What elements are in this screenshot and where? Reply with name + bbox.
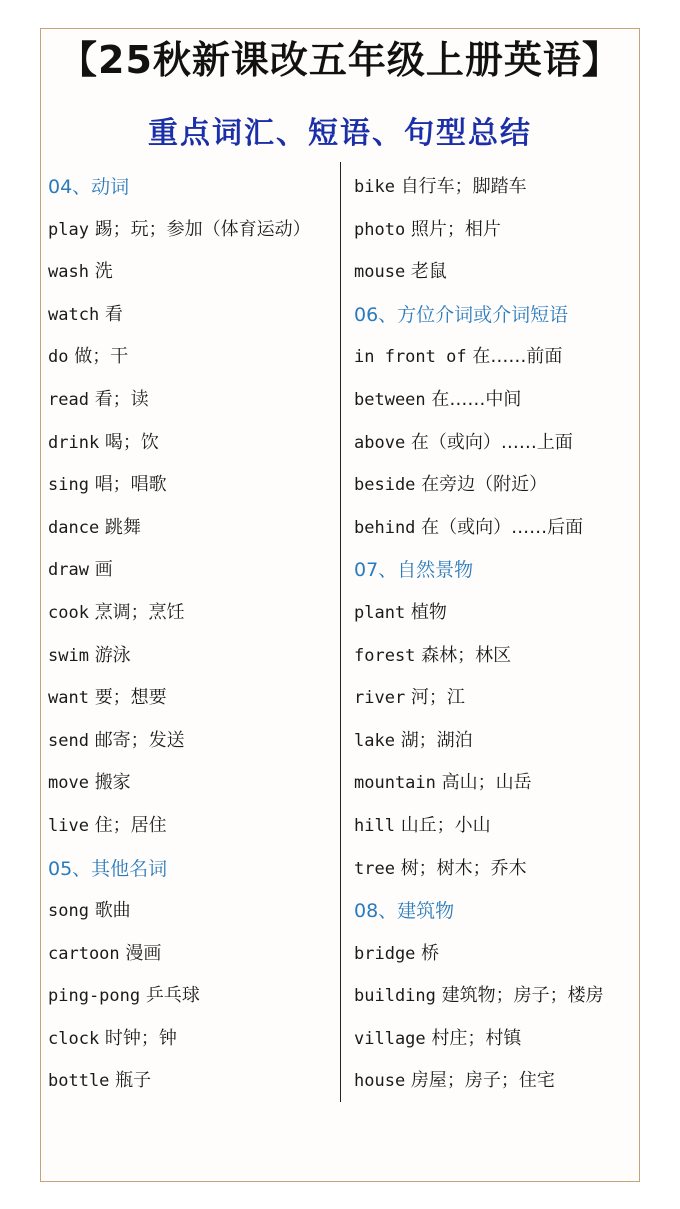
section-heading-text: 07、自然景物	[354, 559, 474, 582]
vocab-word: draw	[48, 560, 89, 581]
vocab-meaning: 桥	[421, 942, 440, 964]
vocab-entry	[48, 294, 338, 337]
vocab-word: dance	[48, 517, 100, 538]
vocab-word: play	[48, 219, 89, 240]
vocab-word: live	[48, 815, 89, 836]
vocab-entry	[48, 762, 338, 805]
vocab-entry	[48, 251, 338, 294]
vocab-meaning: 画	[94, 559, 113, 581]
vocab-entry	[48, 975, 338, 1018]
vocab-entry	[354, 1060, 638, 1103]
vocab-entry	[354, 975, 638, 1018]
vocab-entry	[48, 1060, 338, 1103]
vocab-word: bottle	[48, 1071, 110, 1092]
vocab-word: building	[354, 986, 436, 1007]
vocab-entry	[354, 592, 638, 635]
vocab-meaning: 喝；饮	[104, 431, 159, 453]
vocab-meaning: 湖；湖泊	[400, 729, 473, 751]
vocab-entry	[48, 379, 338, 422]
vocab-meaning: 看	[104, 303, 123, 325]
vocab-entry	[354, 762, 638, 805]
vocab-word: sing	[48, 475, 89, 496]
vocab-word: mouse	[354, 262, 406, 283]
vocab-meaning: 老鼠	[410, 261, 447, 283]
vocab-word: plant	[354, 602, 406, 623]
section-heading	[48, 166, 338, 209]
vocab-meaning: 乒乓球	[145, 985, 200, 1007]
vocab-entry	[48, 720, 338, 763]
vocab-word: drink	[48, 432, 100, 453]
vocab-meaning: 瓶子	[115, 1070, 152, 1092]
vocab-word: bridge	[354, 943, 416, 964]
vocab-entry	[354, 336, 638, 379]
section-heading	[354, 890, 638, 933]
vocab-word: house	[354, 1071, 406, 1092]
vocab-word: want	[48, 688, 89, 709]
vocab-word: hill	[354, 815, 395, 836]
vocab-entry	[354, 209, 638, 252]
vocab-entry	[354, 379, 638, 422]
vocab-word: river	[354, 688, 406, 709]
vocab-word: move	[48, 773, 89, 794]
vocab-word: bike	[354, 177, 395, 197]
page-subtitle: 重点词汇、短语、句型总结	[148, 116, 532, 151]
vocab-word: in front of	[354, 347, 467, 368]
vocab-word: cook	[48, 602, 89, 623]
vocab-meaning: 时钟；钟	[104, 1027, 177, 1049]
vocab-meaning: 自行车；脚踏车	[400, 176, 527, 197]
vocab-meaning: 村庄；村镇	[431, 1027, 522, 1049]
vocab-word: watch	[48, 304, 100, 325]
vocab-meaning: 邮寄；发送	[94, 729, 185, 751]
vocab-word: clock	[48, 1028, 100, 1049]
vocab-word: ping-pong	[48, 986, 141, 1007]
vocab-meaning: 唱；唱歌	[94, 474, 167, 496]
page-title: 【25秋新课改五年级上册英语】	[59, 38, 621, 82]
vocab-word: do	[48, 347, 69, 368]
section-heading-text: 06、方位介词或介词短语	[354, 303, 569, 326]
vocab-entry	[48, 464, 338, 507]
vocab-meaning: 漫画	[125, 942, 162, 964]
vocab-meaning: 看；读	[94, 388, 149, 410]
vocab-entry	[48, 890, 338, 933]
right-column	[354, 166, 638, 1103]
vocab-word: village	[354, 1028, 426, 1049]
vocab-entry	[48, 336, 338, 379]
vocab-meaning: 跳舞	[104, 516, 141, 538]
vocab-entry	[48, 933, 338, 976]
vocab-meaning: 在（或向）……后面	[421, 516, 584, 538]
section-heading-text: 04、动词	[48, 176, 130, 198]
vocab-word: song	[48, 901, 89, 922]
vocab-entry	[354, 677, 638, 720]
vocab-word: swim	[48, 645, 89, 666]
vocab-entry	[354, 720, 638, 763]
vocab-entry	[354, 422, 638, 465]
vocab-entry	[354, 635, 638, 678]
vocab-word: tree	[354, 858, 395, 879]
left-column	[48, 166, 338, 1103]
vocab-meaning: 做；干	[74, 346, 129, 368]
vocab-word: between	[354, 389, 426, 410]
vocab-entry	[354, 805, 638, 848]
vocab-entry	[354, 464, 638, 507]
vocab-word: send	[48, 730, 89, 751]
vocab-word: behind	[354, 517, 416, 538]
vocab-meaning: 高山；山岳	[441, 772, 532, 794]
vocab-word: lake	[354, 730, 395, 751]
vocab-word: photo	[354, 219, 406, 240]
vocab-meaning: 河；江	[410, 687, 465, 709]
vocab-entry	[48, 677, 338, 720]
vocab-meaning: 住；居住	[94, 814, 167, 836]
vocab-entry	[48, 592, 338, 635]
section-heading	[354, 549, 638, 592]
section-heading-text: 08、建筑物	[354, 900, 455, 923]
vocab-entry	[354, 507, 638, 550]
section-heading-text: 05、其他名词	[48, 857, 168, 880]
vocab-meaning: 房屋；房子；住宅	[410, 1070, 555, 1092]
vocab-meaning: 在……中间	[431, 388, 522, 410]
vocab-entry	[48, 549, 338, 592]
vocab-meaning: 建筑物；房子；楼房	[441, 985, 604, 1007]
vocab-meaning: 照片；相片	[410, 218, 501, 240]
vocab-entry	[354, 251, 638, 294]
vocab-entry	[48, 209, 338, 252]
vocab-word: above	[354, 432, 406, 453]
vocab-meaning: 踢；玩；参加（体育运动）	[94, 218, 311, 240]
vocab-meaning: 要；想要	[94, 687, 167, 709]
vocab-meaning: 游泳	[94, 644, 131, 666]
section-heading	[48, 848, 338, 891]
vocab-entry	[354, 848, 638, 891]
vocab-entry	[48, 805, 338, 848]
vocab-entry	[48, 635, 338, 678]
section-heading	[354, 294, 638, 337]
column-divider	[340, 162, 341, 1102]
vocab-entry	[48, 422, 338, 465]
vocab-entry	[48, 507, 338, 550]
vocab-entry	[354, 1018, 638, 1061]
vocab-word: cartoon	[48, 943, 120, 964]
vocab-word: forest	[354, 645, 416, 666]
vocab-meaning: 在旁边（附近）	[421, 474, 548, 496]
vocab-word: beside	[354, 475, 416, 496]
vocab-meaning: 植物	[410, 601, 447, 623]
vocab-meaning: 山丘；小山	[400, 814, 491, 836]
vocab-entry	[48, 1018, 338, 1061]
vocab-meaning: 森林；林区	[421, 644, 512, 666]
vocab-meaning: 树；树木；乔木	[400, 857, 527, 879]
vocab-word: wash	[48, 262, 89, 283]
vocab-meaning: 在（或向）……上面	[410, 431, 573, 453]
vocab-word: mountain	[354, 773, 436, 794]
vocab-word: read	[48, 389, 89, 410]
vocab-meaning: 搬家	[94, 772, 131, 794]
vocab-meaning: 洗	[94, 261, 113, 283]
vocab-entry	[354, 166, 638, 209]
vocab-meaning: 烹调；烹饪	[94, 601, 185, 623]
vocab-meaning: 歌曲	[94, 900, 131, 922]
vocab-meaning: 在……前面	[472, 346, 563, 368]
vocab-entry	[354, 933, 638, 976]
